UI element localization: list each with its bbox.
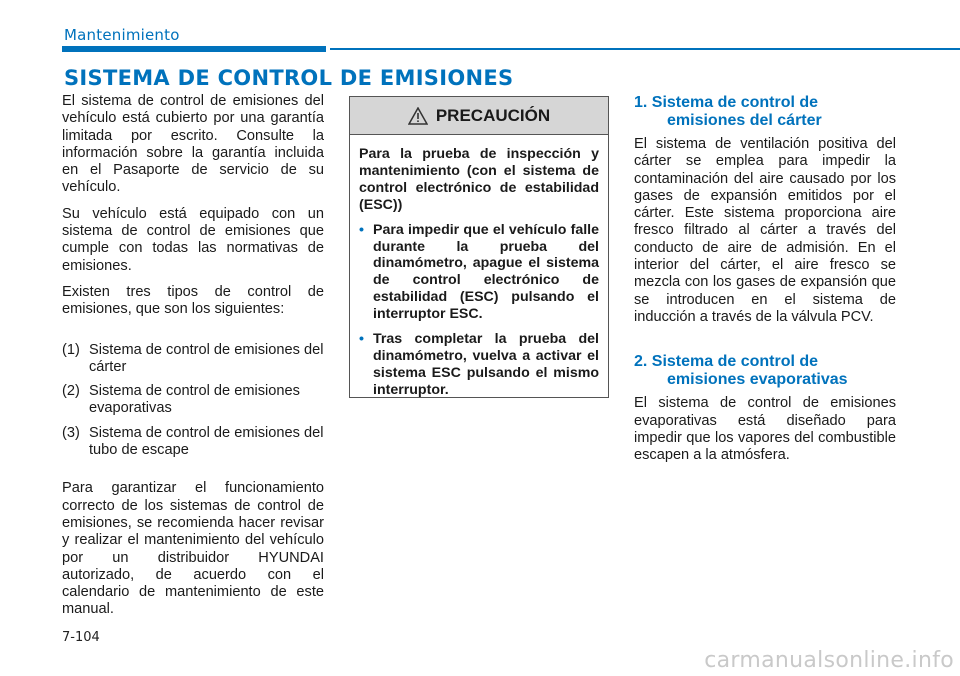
paragraph: Existen tres tipos de control de emisiones, que son los siguientes:: [62, 283, 324, 318]
watermark: carmanualsonline.info: [704, 648, 954, 673]
caution-title: PRECAUCIÓN: [435, 105, 551, 125]
page-title: SISTEMA DE CONTROL DE EMISIONES: [64, 66, 514, 90]
warning-triangle-icon: [408, 107, 428, 125]
header-bar-thin: [330, 48, 960, 50]
paragraph: El sistema de control de emisiones evaporativas está diseñado para impedir que los vapores del combustible escapen a la atmósfera.: [634, 395, 896, 464]
paragraph: El sistema de control de emisiones del vehículo está cubierto por una garantía limitada por escrito. Consulte la información sobre la garantía incluida en el Pasaporte de servicio de su vehículo.: [62, 93, 324, 196]
bullet-dot-icon: •: [359, 331, 364, 348]
list-item: (1) Sistema de control de emisiones del cárter: [62, 341, 324, 375]
left-column: [62, 93, 324, 628]
caution-box: [349, 96, 609, 398]
caution-body: [350, 135, 608, 399]
paragraph: Su vehículo está equipado con un sistema de control de emisiones que cumple con todas las normativas de emisiones.: [62, 205, 324, 274]
header-bar-thick: [62, 46, 326, 52]
right-column: [634, 94, 896, 473]
list-item: (2) Sistema de control de emisiones evaporativas: [62, 383, 300, 417]
list-item: (3) Sistema de control de emisiones del tubo de escape: [62, 424, 324, 459]
subheading-crankcase: 1. Sistema de control de emisiones del cárter: [634, 94, 822, 129]
caution-intro: Para la prueba de inspección y mantenimiento (con el sistema de control electrónico de estabilidad (ESC)): [359, 146, 599, 213]
bullet-dot-icon: •: [359, 221, 364, 238]
paragraph: El sistema de ventilación positiva del cárter se emplea para impedir la contaminación del aire causado por los gases de expansión emitidos por el cárter. Este sistema proporciona aire fresco filtrado al cárter a través del conducto de aire de admisión. En el interior del cárter, el aire fresco se mezcla con los gases de expansión que se introducen en el sistema de inducción a través de la válvula PCV.: [634, 136, 896, 325]
caution-header: [350, 97, 608, 135]
page-number: 7-104: [62, 630, 100, 645]
caution-bullet: • Para impedir que el vehículo falle durante la prueba del dinamómetro, apague el sistema de control electrónico de estabilidad (ESC) pulsando el interruptor ESC.: [359, 221, 599, 323]
emission-types-list: [62, 342, 324, 460]
subheading-evaporative: 2. Sistema de control de emisiones evaporativas: [634, 353, 848, 389]
section-label: Mantenimiento: [64, 26, 180, 44]
paragraph: Para garantizar el funcionamiento correcto de los sistemas de control de emisiones, se recomienda hacer revisar y realizar el mantenimiento del vehículo por un distribuidor HYUNDAI autorizado, de acuerdo con el calendario de mantenimiento de este manual.: [62, 480, 324, 618]
caution-bullet: • Tras completar la prueba del dinamómetro, vuelva a activar el sistema ESC pulsando el mismo interruptor.: [359, 331, 599, 398]
